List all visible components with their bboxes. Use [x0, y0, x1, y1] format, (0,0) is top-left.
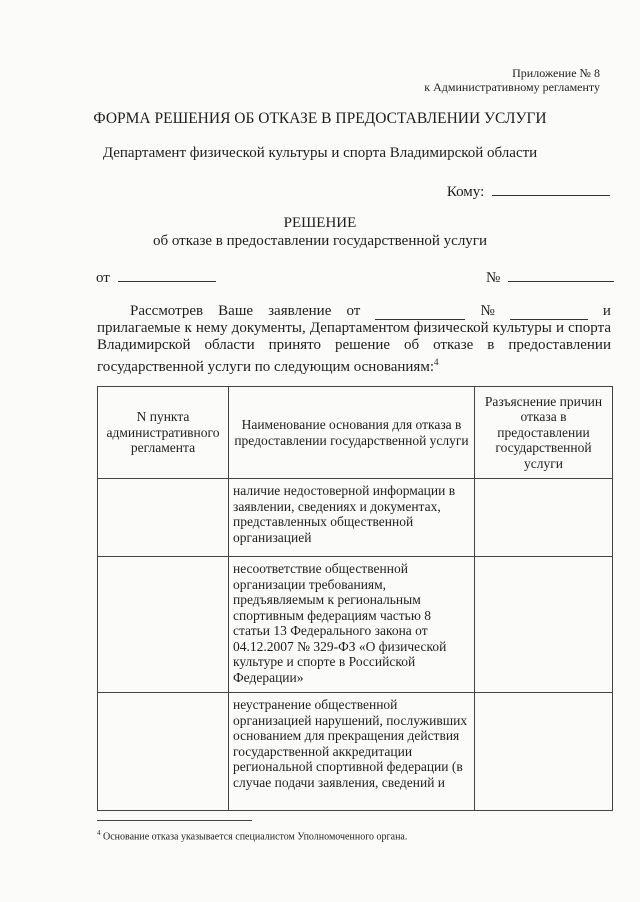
- number-label: №: [486, 270, 501, 286]
- body-word: Ваше: [218, 303, 254, 319]
- body-line-1: [97, 303, 611, 320]
- reason-cell: несоответствие общественной организации требованиям, предъявляемым к региональным спортивным федерациям частью 8 статьи 13 Федерального закона от 04.12.2007 № 329-ФЗ «О физической культуре и спорте в Российской Федерации»: [229, 557, 475, 693]
- explanation-cell: [475, 693, 613, 811]
- date-blank: [118, 267, 216, 282]
- application-number-blank: [510, 305, 588, 320]
- reason-cell: неустранение общественной организацией нарушений, послуживших основанием для прекращения действия государственной аккредитации региональной спортивной федерации (в случае подачи заявления, сведений и: [229, 693, 475, 811]
- recipient-blank: [492, 181, 610, 196]
- body-word: и: [602, 303, 611, 319]
- table-row: [98, 479, 613, 557]
- footnote-mark: 4: [97, 829, 101, 837]
- footnote: [97, 829, 407, 842]
- appendix-reference: к Административному регламенту: [424, 80, 600, 94]
- clause-cell: [98, 557, 229, 693]
- body-line-3: Владимирской области принято решение об отказе в предоставлении: [97, 337, 611, 353]
- explanation-cell: [475, 557, 613, 693]
- refusal-grounds-table: [97, 386, 613, 811]
- body-word: от: [346, 303, 361, 319]
- recipient-label: Кому:: [446, 184, 485, 200]
- body-paragraph: [97, 303, 611, 375]
- header-clause: N пункта административного регламента: [98, 387, 229, 479]
- body-line-2: прилагаемые к нему документы, Департаментом физической культуры и спорта: [97, 320, 611, 336]
- department-name: Департамент физической культуры и спорта Владимирской области: [102, 145, 538, 161]
- appendix-number: Приложение № 8: [512, 66, 600, 80]
- recipient-line: [447, 181, 610, 201]
- body-word: №: [480, 303, 495, 319]
- footnote-text: Основание отказа указывается специалистом Уполномоченного органа.: [103, 831, 408, 843]
- number-line: [486, 267, 614, 287]
- table-row: [98, 557, 613, 693]
- decision-title: РЕШЕНИЕ: [283, 215, 357, 231]
- clause-cell: [98, 693, 229, 811]
- number-blank: [508, 267, 614, 282]
- decision-subtitle: об отказе в предоставлении государственной услуги: [152, 233, 487, 249]
- body-word: Рассмотрев: [130, 303, 204, 319]
- clause-cell: [98, 479, 229, 557]
- header-reason: Наименование основания для отказа в предоставлении государственной услуги: [229, 387, 475, 479]
- appendix-note: [424, 66, 600, 94]
- date-line: [96, 267, 216, 287]
- reason-cell: наличие недостоверной информации в заявлении, сведениях и документах, представленных общественной организацией: [229, 479, 475, 557]
- table-row: [98, 693, 613, 811]
- application-date-blank: [375, 305, 465, 320]
- body-line-4: [97, 354, 611, 375]
- table-header-row: [98, 387, 613, 479]
- date-label: от: [96, 270, 110, 286]
- explanation-cell: [475, 479, 613, 557]
- header-explanation: Разъяснение причин отказа в предоставлении государственной услуги: [475, 387, 613, 479]
- footnote-ref: 4: [433, 357, 439, 367]
- body-line-4-text: государственной услуги по следующим основаниям:: [97, 359, 434, 375]
- form-title: ФОРМА РЕШЕНИЯ ОБ ОТКАЗЕ В ПРЕДОСТАВЛЕНИИ УСЛУГИ: [93, 110, 547, 127]
- body-word: заявление: [268, 303, 332, 319]
- footnote-divider: [97, 820, 252, 821]
